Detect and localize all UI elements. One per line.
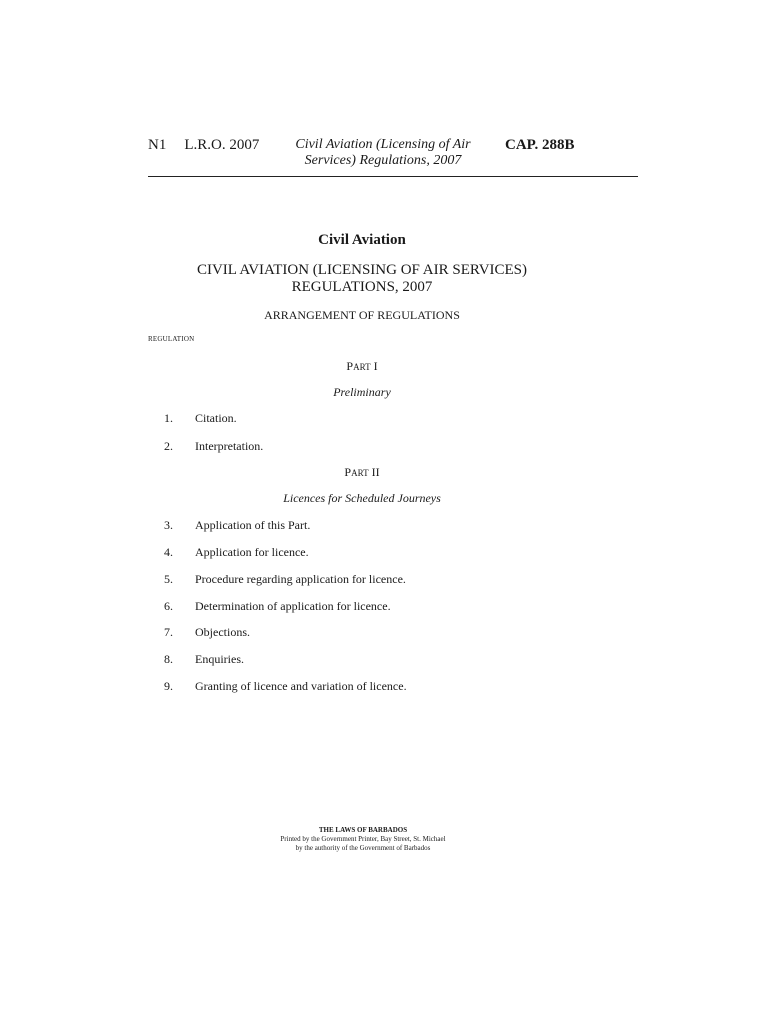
item-text: Citation.: [195, 411, 237, 425]
item-text: Granting of licence and variation of licence.: [195, 679, 407, 693]
document-title-line2: REGULATIONS, 2007: [291, 279, 433, 295]
item-text: Interpretation.: [195, 439, 264, 453]
item-number: 3.: [164, 518, 173, 532]
item-number: 8.: [164, 652, 173, 666]
header-rule: [148, 176, 638, 177]
item-text: Procedure regarding application for licence.: [195, 572, 406, 586]
item-number: 5.: [164, 572, 173, 586]
item-number: 7.: [164, 625, 173, 639]
page-number: N1: [148, 137, 167, 153]
running-header-left: [148, 137, 259, 154]
part-subtitle: Licences for Scheduled Journeys: [283, 491, 441, 505]
document-title-line1: CIVIL AVIATION (LICENSING OF AIR SERVICES): [196, 262, 528, 278]
footer-title: THE LAWS OF BARBADOS: [318, 826, 408, 834]
document-title: [148, 262, 576, 296]
item-number: 6.: [164, 599, 173, 613]
revision-label: L.R.O. 2007: [184, 137, 260, 153]
item-text: Application of this Part.: [195, 518, 311, 532]
running-title-line2: Services) Regulations, 2007: [304, 153, 462, 168]
footer-printer: Printed by the Government Printer, Bay Street, St. Michael: [280, 835, 446, 843]
item-text: Objections.: [195, 625, 250, 639]
regulation-column-label: REGULATION: [148, 335, 195, 343]
part-heading: PART I: [346, 359, 378, 373]
arrangement-heading: ARRANGEMENT OF REGULATIONS: [264, 308, 460, 322]
subject-heading: Civil Aviation: [318, 232, 406, 248]
chapter-number: CAP. 288B: [505, 137, 575, 153]
item-text: Application for licence.: [195, 545, 309, 559]
running-title: [268, 137, 498, 169]
item-number: 4.: [164, 545, 173, 559]
part-subtitle: Preliminary: [333, 385, 391, 399]
part-heading: PART II: [344, 465, 380, 479]
item-number: 2.: [164, 439, 173, 453]
item-text: Enquiries.: [195, 652, 244, 666]
running-title-line1: Civil Aviation (Licensing of Air: [295, 137, 471, 152]
item-number: 1.: [164, 411, 173, 425]
footer-authority: by the authority of the Government of Barbados: [295, 844, 431, 852]
item-number: 9.: [164, 679, 173, 693]
item-text: Determination of application for licence.: [195, 599, 391, 613]
